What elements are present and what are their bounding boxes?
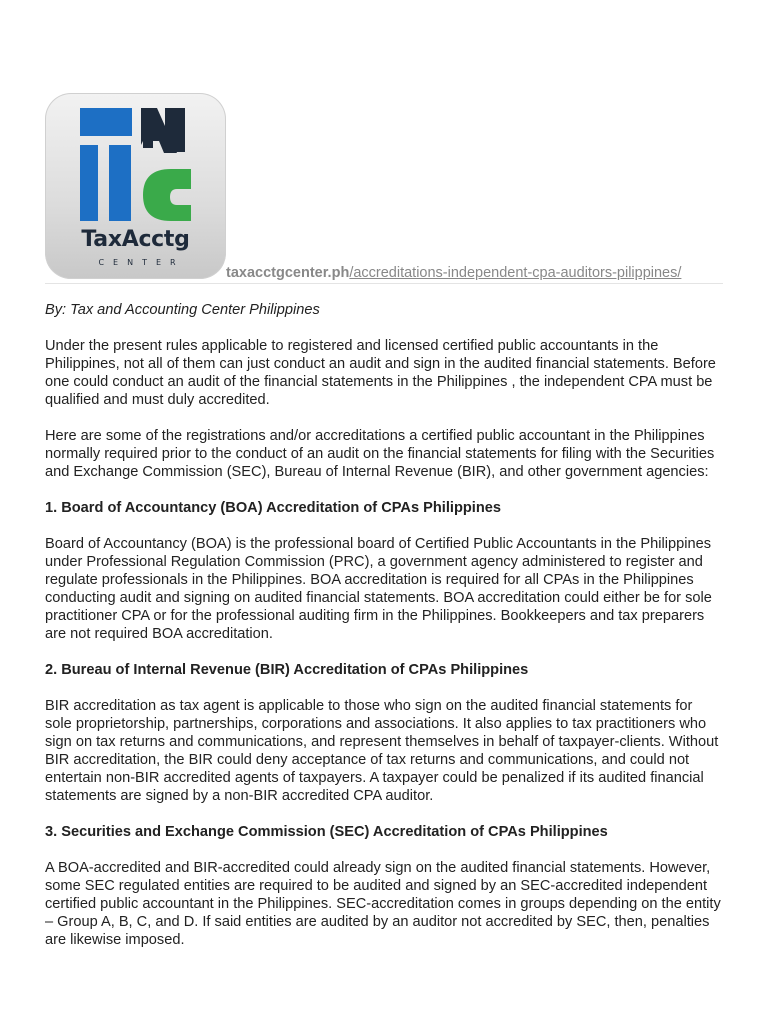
section-heading-bir: 2. Bureau of Internal Revenue (BIR) Accreditation of CPAs Philippines (45, 662, 529, 678)
section-heading-sec: 3. Securities and Exchange Commission (SEC) Accreditation of CPAs Philippines (45, 824, 608, 840)
logo-subtitle: CENTER (98, 258, 185, 267)
url-domain[interactable]: taxacctgcenter.ph (226, 265, 350, 281)
byline: By: Tax and Accounting Center Philippines (45, 302, 320, 318)
section-heading-boa: 1. Board of Accountancy (BOA) Accreditation of CPAs Philippines (45, 500, 501, 516)
logo-wordmark: TaxAcctg (81, 227, 190, 252)
intro-paragraph-1: Under the present rules applicable to registered and licensed certified public accountants in the Philippines, not all of them can just conduct an audit and sign in the audited financial statements. Before one could conduct an audit of the financial statements in the Philippines , the independent CPA must be qualified and must duly accredited. (45, 338, 716, 408)
section-paragraph-boa: Board of Accountancy (BOA) is the professional board of Certified Public Accountants in the Philippines under Professional Regulation Commission (PRC), a government agency administered to register and regulate professionals in the Philippines. BOA accreditation is required for all CPAs in the Philippines conducting audit and signing on audited financial statements. BOA accreditation could either be for sole practitioner CPA or for the professional auditing firm in the Philippines. Bookkeepers and tax preparers are not required BOA accreditation. (45, 536, 712, 642)
source-url[interactable] (226, 265, 681, 281)
intro-paragraph-2: Here are some of the registrations and/or accreditations a certified public accountant in the Philippines normally required prior to the conduct of an audit on the financial statements for filing with the Securities and Exchange Commission (SEC), Bureau of Internal Revenue (BIR), and other government agencies: (45, 428, 715, 480)
article-body (45, 301, 723, 967)
section-paragraph-sec: A BOA-accredited and BIR-accredited could already sign on the audited financial statements. However, some SEC regulated entities are required to be audited and signed by an SEC-accredited independent certified public accountant in the Philippines. SEC-accreditation comes in groups depending on the entity – Group A, B, C, and D. If said entities are audited by an auditor not accredited by SEC, then, penalties are likewise imposed. (45, 860, 721, 948)
url-path-link[interactable]: /accreditations-independent-cpa-auditors-pilippines/ (349, 265, 682, 281)
document-header (45, 93, 723, 284)
taxacctg-logo (45, 93, 226, 279)
section-paragraph-bir: BIR accreditation as tax agent is applicable to those who sign on the audited financial statements for sole proprietorship, partnerships, corporations and associations. It also applies to tax practitioners who sign on tax returns and communications, and represent themselves in behalf of taxpayer-clients. Without BIR accreditation, the BIR could deny acceptance of tax returns and communications, and could not entertain non-BIR accredited agents of taxpayers. A taxpayer could be penalized if its audited financial statements are signed by a non-BIR accredited CPA auditor. (45, 698, 719, 804)
